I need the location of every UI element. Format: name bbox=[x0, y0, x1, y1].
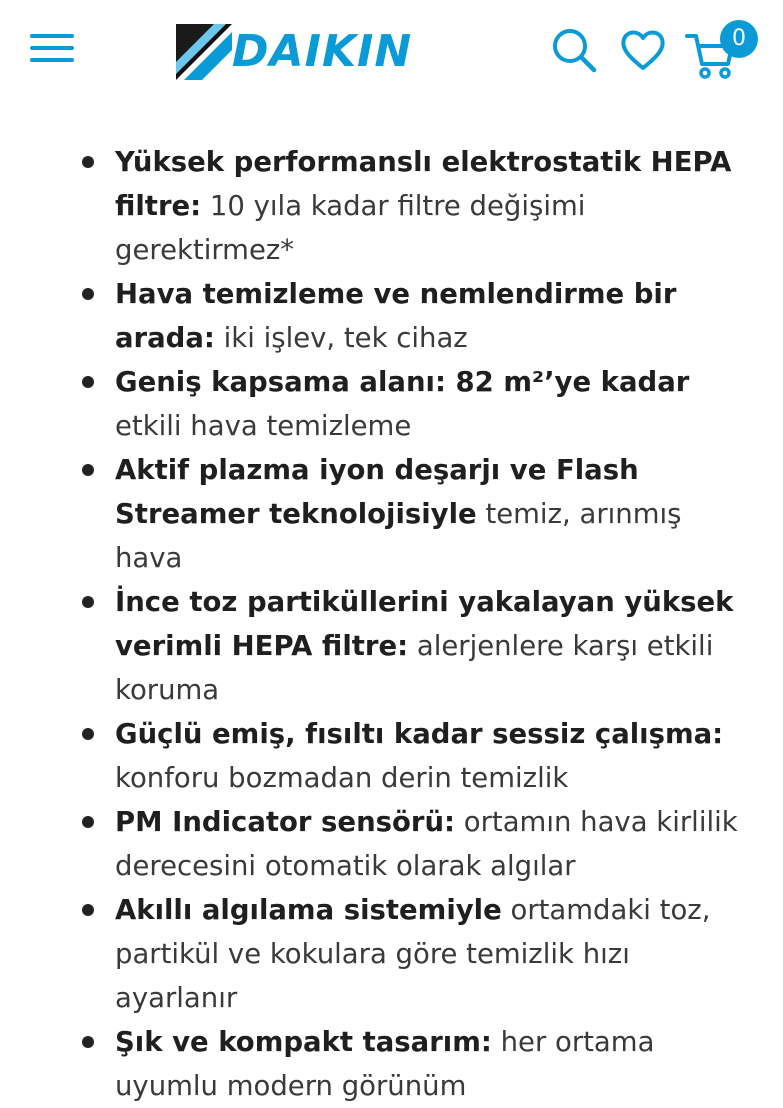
cart-count-badge: 0 bbox=[720, 20, 758, 58]
bullet-icon bbox=[82, 156, 94, 168]
bullet-icon bbox=[82, 1036, 94, 1048]
list-item bbox=[0, 448, 783, 580]
menu-icon bbox=[30, 28, 74, 64]
feature-description: iki işlev, tek cihaz bbox=[214, 322, 468, 354]
feature-title: Güçlü emiş, fısıltı kadar sessiz çalışma: bbox=[115, 718, 724, 750]
feature-description: ortamın hava kirlilik derecesini otomatik olarak algılar bbox=[115, 806, 738, 882]
feature-description: 10 yıla kadar filtre değişimi gerektirmez* bbox=[115, 190, 586, 266]
feature-description: etkili hava temizleme bbox=[115, 410, 412, 442]
cart-button[interactable] bbox=[684, 20, 764, 80]
bullet-icon bbox=[82, 816, 94, 828]
feature-description: her ortama uyumlu modern görünüm bbox=[115, 1026, 655, 1102]
bullet-icon bbox=[82, 904, 94, 916]
feature-description: ortamdaki toz, partikül ve kokulara göre temizlik hızı ayarlanır bbox=[115, 894, 711, 1014]
feature-title: Aktif plazma iyon deşarjı ve Flash Streamer teknolojisiyle bbox=[115, 454, 639, 530]
feature-description: temiz, arınmış hava bbox=[115, 498, 682, 574]
feature-title: Hava temizleme ve nemlendirme bir arada: bbox=[115, 278, 677, 354]
list-item bbox=[0, 1020, 783, 1108]
list-item bbox=[0, 272, 783, 360]
feature-list bbox=[0, 140, 783, 1108]
logo-text: DAIKIN bbox=[232, 26, 413, 77]
feature-title: İnce toz partiküllerini yakalayan yüksek verimli HEPA filtre: bbox=[115, 586, 734, 662]
list-item bbox=[0, 800, 783, 888]
bullet-icon bbox=[82, 596, 94, 608]
list-item bbox=[0, 360, 783, 448]
feature-description: alerjenlere karşı etkili koruma bbox=[115, 630, 714, 706]
bullet-icon bbox=[82, 376, 94, 388]
feature-title: PM Indicator sensörü: bbox=[115, 806, 456, 838]
feature-title: Geniş kapsama alanı: 82 m²’ye kadar bbox=[115, 366, 690, 398]
search-icon bbox=[550, 26, 598, 74]
heart-icon bbox=[618, 26, 668, 74]
feature-title: Akıllı algılama sistemiyle bbox=[115, 894, 502, 926]
feature-description: konforu bozmadan derin temizlik bbox=[115, 762, 569, 794]
wishlist-button[interactable] bbox=[618, 26, 668, 74]
list-item bbox=[0, 580, 783, 712]
bullet-icon bbox=[82, 464, 94, 476]
feature-title: Şık ve kompakt tasarım: bbox=[115, 1026, 492, 1058]
daikin-logo[interactable] bbox=[174, 22, 454, 82]
search-button[interactable] bbox=[550, 26, 598, 74]
list-item bbox=[0, 712, 783, 800]
logo-mark-icon bbox=[174, 22, 234, 82]
site-header bbox=[0, 0, 783, 100]
bullet-icon bbox=[82, 728, 94, 740]
bullet-icon bbox=[82, 288, 94, 300]
list-item bbox=[0, 140, 783, 272]
menu-button[interactable] bbox=[30, 28, 74, 64]
feature-title: Yüksek performanslı elektrostatik HEPA filtre: bbox=[115, 146, 732, 222]
list-item bbox=[0, 888, 783, 1020]
